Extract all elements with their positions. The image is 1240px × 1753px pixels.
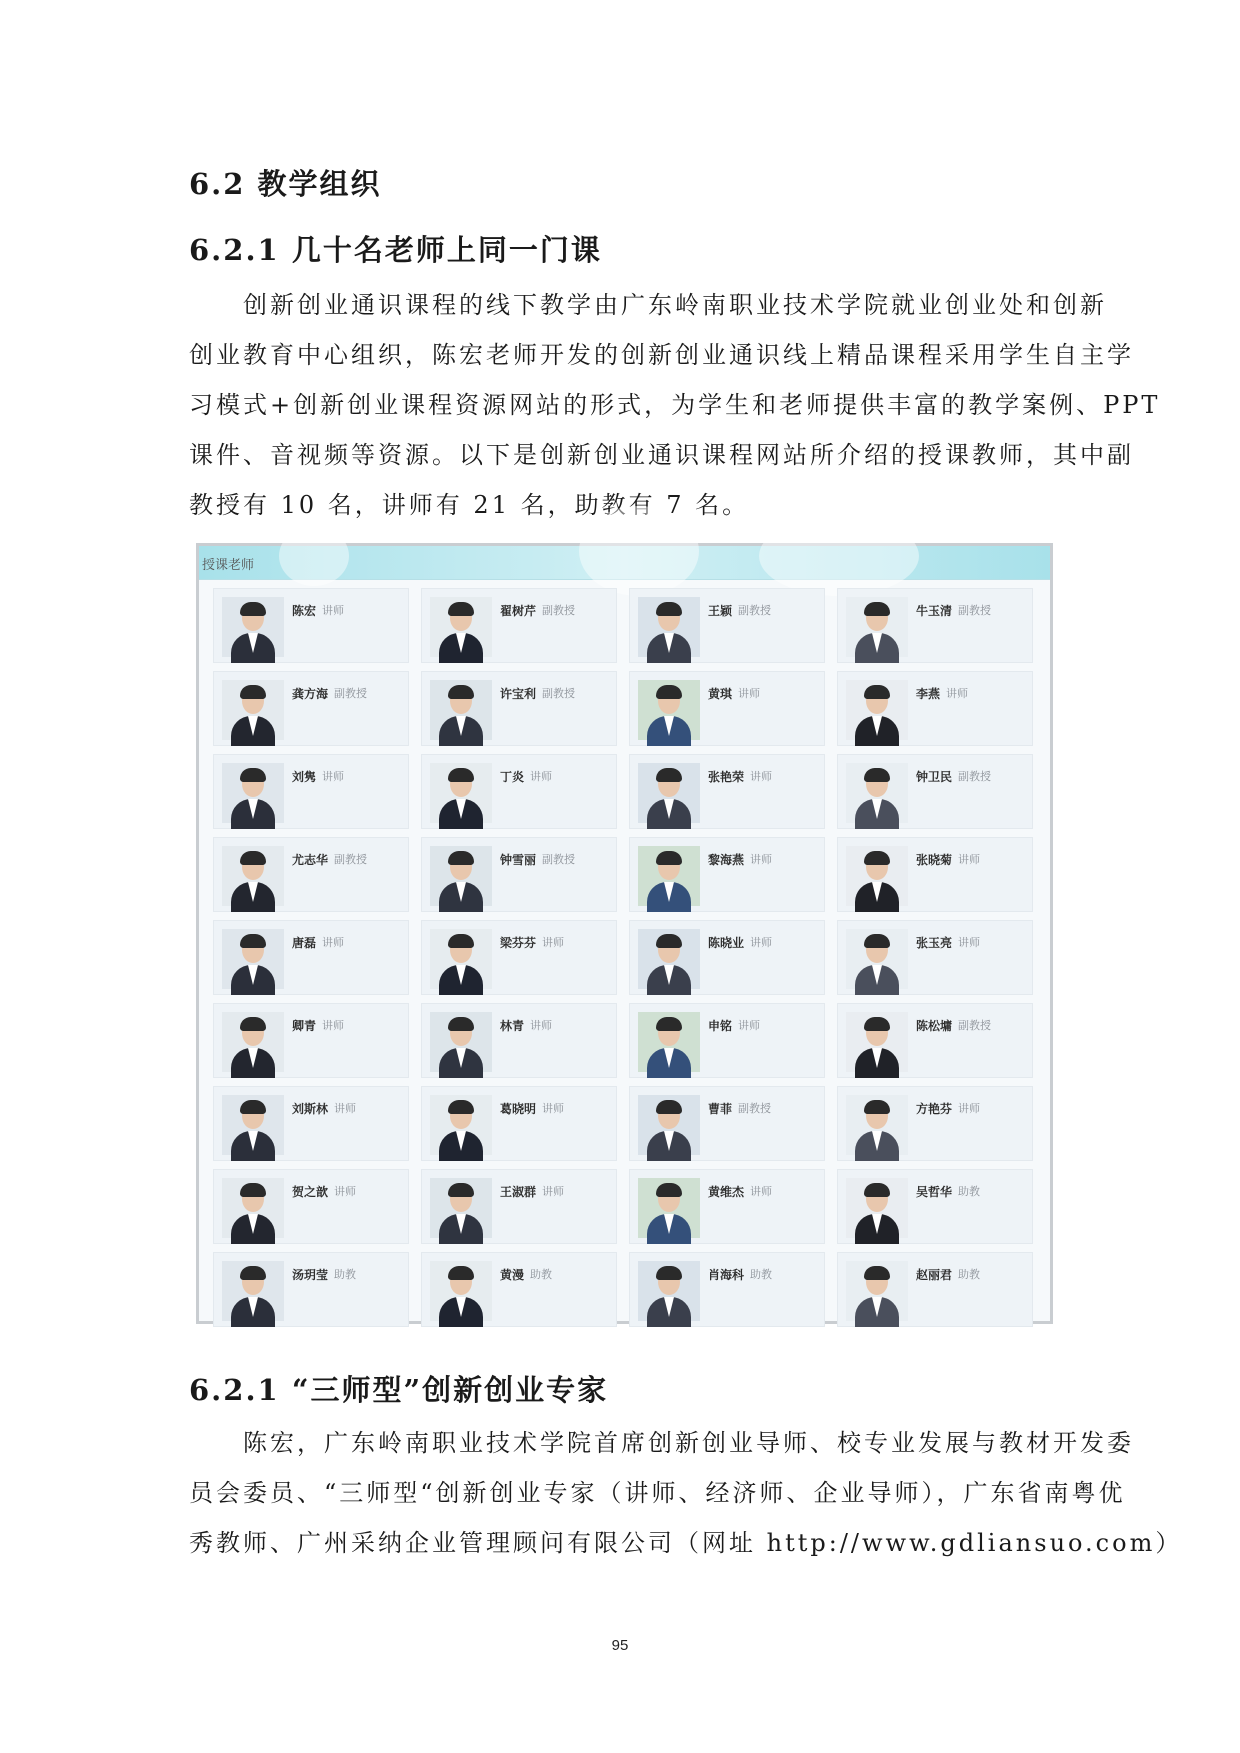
teacher-name: 葛晓明 (500, 1102, 537, 1116)
panel-header (199, 546, 1050, 580)
teacher-photo (430, 680, 492, 740)
teacher-card[interactable] (421, 754, 617, 829)
teacher-name: 赵丽君 (916, 1268, 953, 1282)
teacher-name: 牛玉清 (916, 604, 953, 618)
teacher-name: 汤玥莹 (292, 1268, 329, 1282)
teacher-card[interactable] (629, 920, 825, 995)
teacher-name: 申铭 (708, 1019, 733, 1033)
teacher-photo (222, 1012, 284, 1072)
paragraph-line: 教授有 10 名，讲师有 21 名，助教有 7 名。 (189, 491, 750, 519)
teacher-photo (638, 1012, 700, 1072)
teacher-card[interactable] (629, 1169, 825, 1244)
teacher-card[interactable] (629, 754, 825, 829)
teacher-title: 讲师 (334, 1102, 356, 1115)
teacher-title: 副教授 (958, 1019, 991, 1032)
teacher-name: 丁炎 (500, 770, 525, 784)
teacher-title: 讲师 (334, 1185, 356, 1198)
paragraph-line: 陈宏，广东岭南职业技术学院首席创新创业导师、校专业发展与教材开发委 (189, 1429, 1134, 1457)
teacher-photo (222, 929, 284, 989)
teacher-card[interactable] (837, 1086, 1033, 1161)
teacher-name: 王颖 (708, 604, 733, 618)
teacher-card[interactable] (837, 588, 1033, 663)
teacher-card[interactable] (837, 671, 1033, 746)
page-number: 95 (611, 1637, 629, 1654)
paragraph-line: 创业教育中心组织，陈宏老师开发的创新创业通识线上精品课程采用学生自主学 (189, 341, 1134, 369)
teacher-name: 黄维杰 (708, 1185, 745, 1199)
teacher-card[interactable] (421, 1003, 617, 1078)
teacher-title: 助教 (958, 1268, 980, 1281)
teacher-panel (196, 543, 1053, 1324)
intro-paragraph (189, 280, 1161, 530)
teacher-card[interactable] (629, 1086, 825, 1161)
teacher-card[interactable] (421, 920, 617, 995)
teacher-card[interactable] (629, 588, 825, 663)
teacher-name: 刘斯林 (292, 1102, 329, 1116)
teacher-photo (430, 1178, 492, 1238)
teacher-photo (430, 1095, 492, 1155)
teacher-card[interactable] (421, 588, 617, 663)
teacher-name: 黄漫 (500, 1268, 525, 1282)
teacher-title: 副教授 (738, 604, 771, 617)
teacher-name: 吴哲华 (916, 1185, 953, 1199)
teacher-name: 李燕 (916, 687, 941, 701)
teacher-title: 副教授 (542, 604, 575, 617)
subsection-heading-6-2-1: 6.2.1 几十名老师上同一门课 (189, 233, 602, 267)
teacher-name: 张玉亮 (916, 936, 953, 950)
teacher-photo (846, 1095, 908, 1155)
teacher-photo (222, 1261, 284, 1321)
teacher-name: 张艳荣 (708, 770, 745, 784)
teacher-name: 翟树芹 (500, 604, 537, 618)
teacher-photo (638, 763, 700, 823)
teacher-title: 副教授 (542, 853, 575, 866)
teacher-name: 张晓菊 (916, 853, 953, 867)
teacher-name: 方艳芬 (916, 1102, 953, 1116)
teacher-photo (222, 597, 284, 657)
teacher-title: 讲师 (322, 770, 344, 783)
teacher-name: 陈松墉 (916, 1019, 953, 1033)
teacher-card[interactable] (421, 837, 617, 912)
teacher-title: 副教授 (542, 687, 575, 700)
teacher-name: 黄琪 (708, 687, 733, 701)
teacher-name: 林青 (500, 1019, 525, 1033)
teacher-photo (846, 929, 908, 989)
teacher-name: 刘隽 (292, 770, 317, 784)
teacher-photo (638, 1178, 700, 1238)
teacher-photo (638, 929, 700, 989)
teacher-title: 助教 (334, 1268, 356, 1281)
teacher-card[interactable] (213, 754, 409, 829)
teacher-photo (846, 1261, 908, 1321)
teacher-photo (222, 763, 284, 823)
teacher-card[interactable] (213, 920, 409, 995)
paragraph-line: 秀教师、广州采纳企业管理顾问有限公司（网址 http://www.gdliansuo.com） (189, 1529, 1183, 1557)
teacher-photo (846, 1178, 908, 1238)
teacher-title: 副教授 (958, 770, 991, 783)
teacher-title: 讲师 (738, 687, 760, 700)
teacher-card[interactable] (837, 837, 1033, 912)
teacher-title: 讲师 (958, 936, 980, 949)
teacher-title: 讲师 (750, 770, 772, 783)
teacher-title: 讲师 (958, 853, 980, 866)
expert-paragraph (189, 1418, 1183, 1568)
teacher-name: 贺之歆 (292, 1185, 329, 1199)
paragraph-line: 习模式+创新创业课程资源网站的形式，为学生和老师提供丰富的教学案例、PPT (189, 391, 1161, 419)
teacher-name: 龚方海 (292, 687, 329, 701)
teacher-title: 讲师 (750, 936, 772, 949)
teacher-name: 卿青 (292, 1019, 317, 1033)
teacher-photo (430, 929, 492, 989)
teacher-card[interactable] (629, 671, 825, 746)
teacher-name: 唐磊 (292, 936, 317, 950)
teacher-photo (430, 597, 492, 657)
teacher-photo (638, 1261, 700, 1321)
teacher-photo (222, 1095, 284, 1155)
teacher-photo (638, 597, 700, 657)
teacher-title: 讲师 (530, 1019, 552, 1032)
teacher-name: 陈宏 (292, 604, 317, 618)
teacher-title: 讲师 (750, 1185, 772, 1198)
teacher-title: 讲师 (322, 604, 344, 617)
teacher-card[interactable] (213, 588, 409, 663)
teacher-card[interactable] (837, 1252, 1033, 1327)
teacher-name: 肖海科 (708, 1268, 745, 1282)
teacher-title: 讲师 (542, 936, 564, 949)
teacher-card[interactable] (837, 1169, 1033, 1244)
teacher-title: 助教 (750, 1268, 772, 1281)
teacher-title: 讲师 (322, 936, 344, 949)
teacher-card[interactable] (837, 920, 1033, 995)
teacher-card[interactable] (421, 671, 617, 746)
teacher-name: 许宝利 (500, 687, 537, 701)
teacher-title: 助教 (530, 1268, 552, 1281)
teacher-photo (222, 680, 284, 740)
teacher-card[interactable] (213, 1252, 409, 1327)
teacher-name: 钟卫民 (916, 770, 953, 784)
teacher-photo (638, 1095, 700, 1155)
paragraph-line: 创新创业通识课程的线下教学由广东岭南职业技术学院就业创业处和创新 (189, 291, 1107, 319)
teacher-card[interactable] (421, 1169, 617, 1244)
teacher-photo (638, 680, 700, 740)
paragraph-line: 课件、音视频等资源。以下是创新创业通识课程网站所介绍的授课教师，其中副 (189, 441, 1134, 469)
teacher-card[interactable] (421, 1086, 617, 1161)
teacher-title: 助教 (958, 1185, 980, 1198)
teacher-title: 讲师 (738, 1019, 760, 1032)
teacher-title: 副教授 (958, 604, 991, 617)
teacher-title: 讲师 (946, 687, 968, 700)
teacher-card[interactable] (213, 1169, 409, 1244)
teacher-photo (846, 680, 908, 740)
teacher-title: 讲师 (750, 853, 772, 866)
teacher-title: 讲师 (322, 1019, 344, 1032)
panel-title: 授课老师 (202, 558, 255, 573)
teacher-card[interactable] (213, 837, 409, 912)
teacher-card[interactable] (837, 754, 1033, 829)
teacher-photo (222, 846, 284, 906)
section-heading-6-2: 6.2 教学组织 (189, 167, 382, 201)
teacher-title: 副教授 (738, 1102, 771, 1115)
teacher-grid (213, 588, 1038, 1327)
teacher-title: 讲师 (542, 1185, 564, 1198)
teacher-name: 陈晓业 (708, 936, 745, 950)
teacher-photo (222, 1178, 284, 1238)
teacher-name: 曹菲 (708, 1102, 733, 1116)
teacher-title: 讲师 (958, 1102, 980, 1115)
teacher-photo (846, 763, 908, 823)
teacher-card[interactable] (421, 1252, 617, 1327)
teacher-photo (430, 763, 492, 823)
teacher-name: 王淑群 (500, 1185, 537, 1199)
teacher-photo (846, 597, 908, 657)
subsection-heading-three-teacher: 6.2.1 “三师型”创新创业专家 (189, 1373, 609, 1407)
teacher-card[interactable] (629, 837, 825, 912)
teacher-name: 梁芬芬 (500, 936, 537, 950)
teacher-card[interactable] (837, 1003, 1033, 1078)
teacher-card[interactable] (629, 1252, 825, 1327)
teacher-photo (430, 1012, 492, 1072)
teacher-card[interactable] (213, 671, 409, 746)
teacher-name: 尤志华 (292, 853, 329, 867)
teacher-card[interactable] (629, 1003, 825, 1078)
teacher-card[interactable] (213, 1003, 409, 1078)
teacher-title: 讲师 (542, 1102, 564, 1115)
teacher-name: 钟雪丽 (500, 853, 537, 867)
teacher-card[interactable] (213, 1086, 409, 1161)
teacher-photo (846, 1012, 908, 1072)
teacher-photo (430, 1261, 492, 1321)
teacher-title: 副教授 (334, 853, 367, 866)
paragraph-line: 员会委员、“三师型“创新创业专家（讲师、经济师、企业导师），广东省南粤优 (189, 1479, 1126, 1507)
teacher-photo (846, 846, 908, 906)
teacher-title: 副教授 (334, 687, 367, 700)
teacher-title: 讲师 (530, 770, 552, 783)
teacher-photo (430, 846, 492, 906)
teacher-name: 黎海燕 (708, 853, 745, 867)
teacher-photo (638, 846, 700, 906)
